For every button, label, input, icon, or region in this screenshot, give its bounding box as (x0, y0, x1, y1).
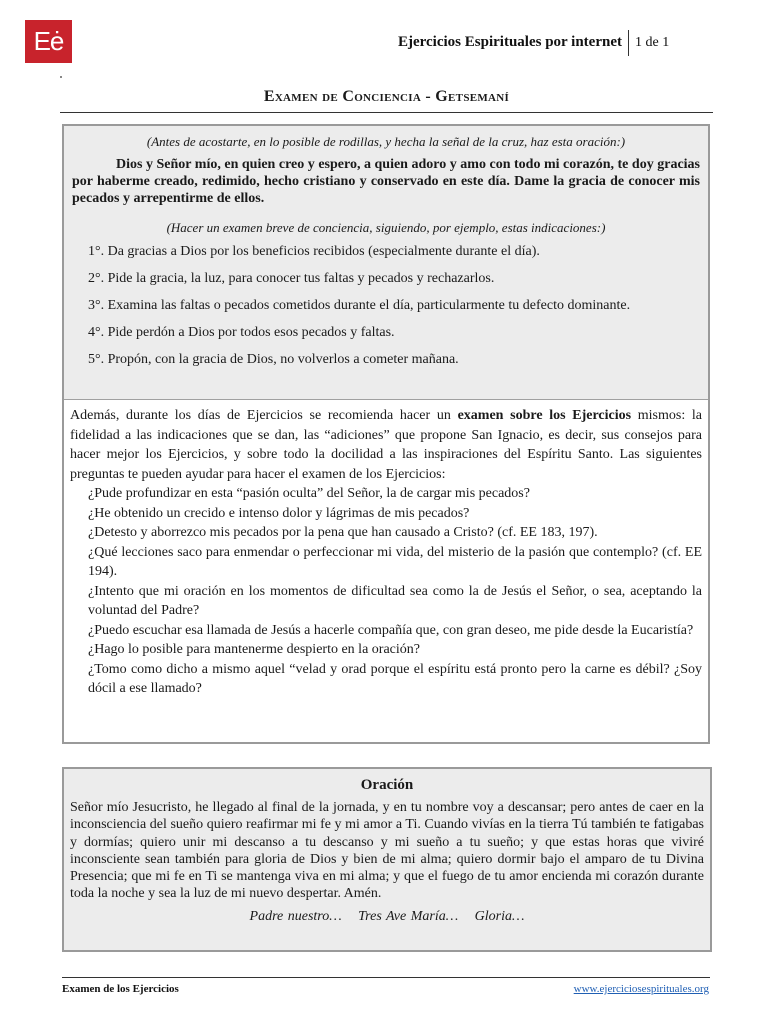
closing-prayer: Gloria… (474, 908, 525, 924)
questions-intro (70, 406, 702, 484)
website-link[interactable]: www.ejerciciosespirituales.org (573, 983, 709, 995)
oracion-text: Señor mío Jesucristo, he llegado al final de la jornada, y en tu nombre voy a descansar; pero antes de caer en la inconsciencia del sueño quiero reafirmar mi fe y mi amor a Ti. Cuando vivías en la tierra Tú también te fatigabas y dormías; quiero unir mi descanso a tu descanso y mi sueño a tu sueño; y que estas horas que viviré inconsciente sean también para gloria de Dios y bien de mi alma; quiero dormir bajo el amparo de tu Divina Presencia; que mi fe en Ti se mantenga viva en mi alma; y que el fuego de tu amor encienda mi corazón durante toda la noche y sea la luz de mi nuevo despertar. Amén. (70, 800, 704, 902)
list-item: ¿Puedo escuchar esa llamada de Jesús a hacerle compañía que, con gran deseo, me pide desde la Eucaristía? (88, 622, 694, 638)
footer-rule (62, 977, 710, 978)
list-item: 5°. Propón, con la gracia de Dios, no volverlos a cometer mañana. (88, 352, 459, 367)
list-item: 1°. Da gracias a Dios por los beneficios recibidos (especialmente durante el día). (88, 244, 540, 259)
list-item: ¿He obtenido un crecido e intenso dolor y lágrimas de mis pecados? (88, 505, 470, 521)
list-item: ¿Hago lo posible para mantenerme despierto en la oración? (88, 642, 420, 657)
list-item: ¿Tomo como dicho a mismo aquel “velad y orad porque el espíritu está pronto pero la carne es débil? ¿Soy dócil a ese llamado? (88, 661, 702, 696)
examen-box (62, 124, 710, 744)
intro-text: Además, durante los días de Ejercicios se recomienda hacer un (70, 408, 458, 423)
examen-questions-panel (64, 400, 708, 699)
header-separator (628, 30, 629, 56)
logo (25, 20, 72, 63)
list-item: ¿Qué lecciones saco para enmendar o perfeccionar mi vida, del misterio de la pasión que contemplo? (cf. EE 194). (88, 544, 702, 579)
logo-text: Eė (33, 26, 64, 56)
list-item: 2°. Pide la gracia, la luz, para conocer tus faltas y pecados y rechazarlos. (88, 271, 495, 286)
header-title: Ejercicios Espirituales por internet (397, 34, 622, 50)
examen-steps-panel (64, 126, 708, 400)
list-item: 4°. Pide perdón a Dios por todos esos pecados y faltas. (88, 325, 395, 340)
document-title: Examen de Conciencia - Getsemaní (263, 88, 510, 105)
footer-label: Examen de los Ejercicios (62, 983, 179, 995)
instruction-note-2: (Hacer un examen breve de conciencia, siguiendo, por ejemplo, estas indicaciones:) (166, 220, 606, 235)
list-item: ¿Intento que mi oración en los momentos de dificultad sea como la de Jesús el Señor, o sea, aceptando la voluntad del Padre? (88, 583, 702, 618)
list-item: ¿Pude profundizar en esta “pasión oculta” del Señor, la de cargar mis pecados? (88, 486, 530, 501)
opening-prayer: Dios y Señor mío, en quien creo y espero, a quien adoro y amo con todo mi corazón, te doy gracias por haberme creado, redimido, hecho cristiano y conservado en este día. Dame la gracia de conocer mis pecados y arrepentirme de ellos. (72, 157, 700, 206)
oracion-box (62, 767, 712, 952)
closing-prayer: Padre nuestro… (249, 908, 342, 924)
list-item: 3°. Examina las faltas o pecados cometidos durante el día, particularmente tu defecto dominante. (88, 298, 631, 313)
instruction-note: (Antes de acostarte, en lo posible de rodillas, y hecha la señal de la cruz, haz esta oración:) (146, 134, 626, 149)
closing-prayer: Tres Ave María… (358, 908, 459, 924)
list-item: ¿Detesto y aborrezco mis pecados por la pena que han causado a Cristo? (cf. EE 183, 197). (88, 525, 598, 540)
oracion-heading: Oración (360, 777, 414, 793)
examen-steps (72, 242, 700, 370)
logo-dot (60, 76, 62, 78)
page-number: 1 de 1 (635, 35, 670, 50)
intro-bold: examen sobre los Ejercicios (457, 408, 632, 423)
intro-text-end: mismos: la fidelidad a las indicaciones que se dan, las “adiciones” que propone San Ignacio, es decir, sus consejos para hacer mejor los Ejercicios, y sobre todo la docilidad a las inspiraciones del Espíritu Santo. Las siguientes preguntas te pueden ayudar para hacer el examen de los Ejercicios: (70, 408, 703, 482)
closing-prayers (70, 909, 704, 925)
title-rule (60, 112, 713, 113)
questions-list (70, 484, 702, 699)
